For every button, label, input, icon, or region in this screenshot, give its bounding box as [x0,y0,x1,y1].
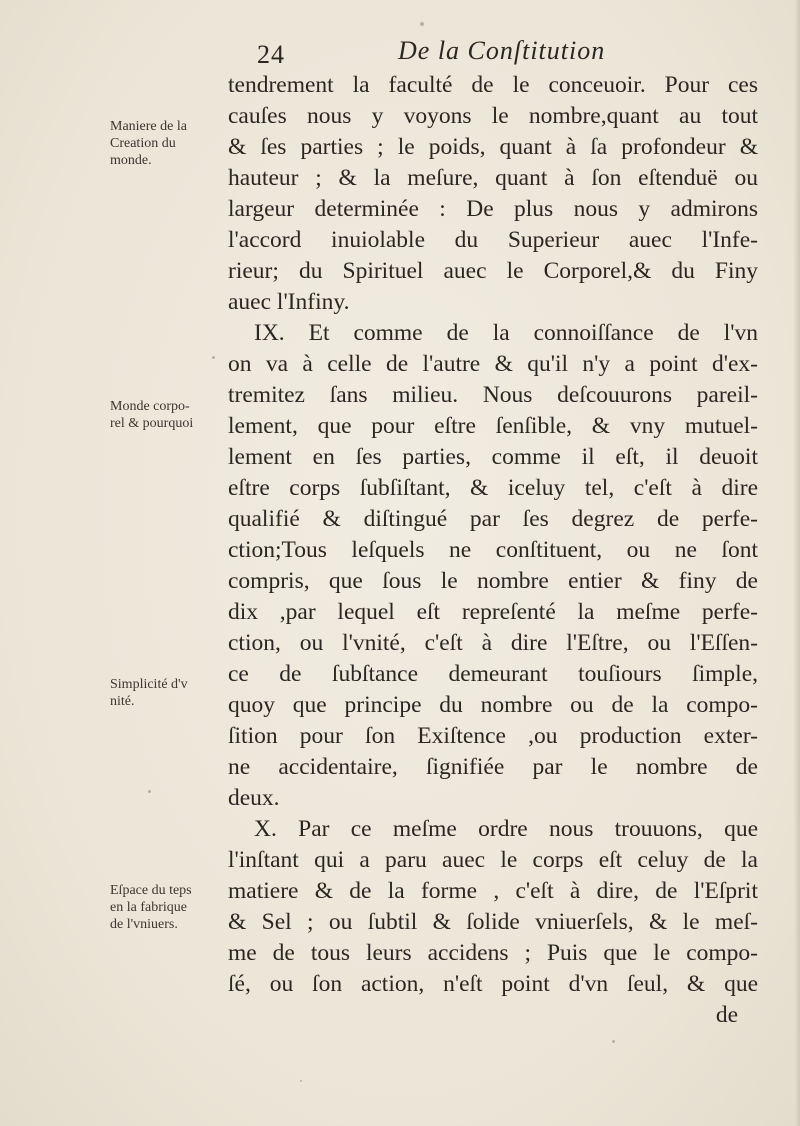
text-line: largeur determinée : De plus nous y admirons [228,196,758,222]
text-line: l'inſtant qui a paru auec le corps eſt celuy de la [228,847,758,873]
page-edge [794,0,800,1126]
margin-note-line: Monde corpo- [110,399,190,414]
margin-note-line: rel & pourquoi [110,416,194,431]
text-line: tremitez ſans milieu. Nous deſcouurons pareil- [228,382,758,408]
margin-note-line: Simplicité d'v [110,677,188,692]
text-line: on va à celle de l'autre & qu'il n'y a point d'ex- [228,351,758,377]
text-line: cauſes nous y voyons le nombre,quant au tout [228,103,758,129]
body-text [228,70,758,1031]
text-line: hauteur ; & la meſure, quant à ſon eſtenduë ou [228,165,758,191]
text-line: quoy que principe du nombre ou de la compo- [228,692,758,718]
margin-note-line: Maniere de la [110,119,187,134]
text-line: auec l'Infiny. [228,289,350,315]
text-line: dix ,par lequel eſt repreſenté la meſme perfe- [228,599,758,625]
text-line: & ſes parties ; le poids, quant à ſa profondeur & [228,134,758,160]
page-number: 24 [257,40,285,69]
margin-note-line: Eſpace du teps [110,883,192,898]
text-line: ction;Tous leſquels ne conſtituent, ou ne ſont [228,537,758,563]
text-line: tendrement la faculté de le conceuoir. Pour ces [228,72,758,98]
margin-note-line: en la fabrique [110,900,187,915]
text-line: qualifié & diſtingué par ſes degrez de perfe- [228,506,758,532]
margin-note-simplicite [110,676,228,710]
margin-note-line: monde. [110,153,152,168]
text-line: compris, que ſous le nombre entier & finy de [228,568,758,594]
margin-note-line: nité. [110,694,135,709]
text-line: ction, ou l'vnité, c'eſt à dire l'Eſtre, ou l'Eſſen- [228,630,758,656]
text-line: lement, que pour eſtre ſenſible, & vny mutuel- [228,413,758,439]
text-line: ne accidentaire, ſignifiée par le nombre de [228,754,758,780]
text-line: me de tous leurs accidens ; Puis que le compo- [228,940,758,966]
catchword: de [715,1002,738,1028]
section-heading-line: X. Par ce meſme ordre nous trouuons, que [254,816,758,842]
text-line: rieur; du Spirituel auec le Corporel,& du Finy [228,258,758,284]
text-line: & Sel ; ou ſubtil & ſolide vniuerſels, & le meſ- [228,909,758,935]
margin-note-corporel [110,398,228,432]
margin-note-line: Creation du [110,136,176,151]
text-line: ce de ſubſtance demeurant touſiours ſimple, [228,661,758,687]
running-title: De la Conſtitution [398,36,606,65]
text-line: ſé, ou ſon action, n'eſt point d'vn ſeul, & que [228,971,758,997]
text-line: l'accord inuiolable du Superieur auec l'Infe- [228,227,758,253]
margin-note-espace [110,882,228,933]
section-heading-line: IX. Et comme de la connoiſſance de l'vn [254,320,758,346]
text-line: eſtre corps ſubſiſtant, & iceluy tel, c'eſt à dire [228,475,758,501]
margin-note-line: de l'vniuers. [110,917,178,932]
text-line: deux. [228,785,280,811]
text-line: ſition pour ſon Exiſtence ,ou production exter- [228,723,758,749]
margin-note-creation [110,118,228,169]
text-line: matiere & de la forme , c'eſt à dire, de l'Eſprit [228,878,758,904]
text-line: lement en ſes parties, comme il eſt, il deuoit [228,444,758,470]
